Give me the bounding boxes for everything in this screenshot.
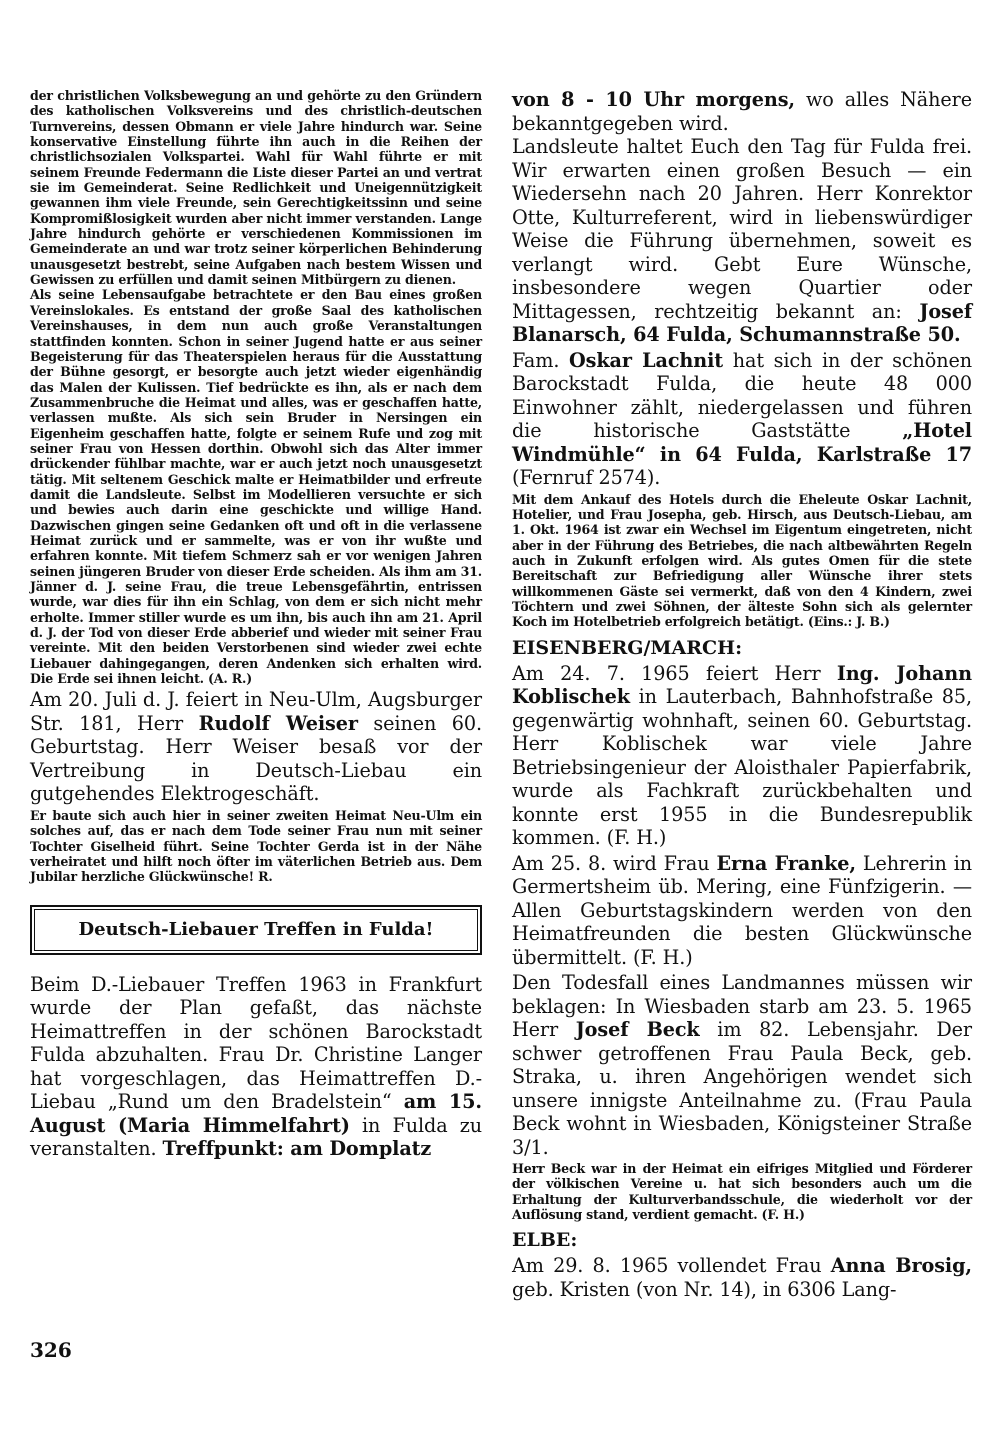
treffen-title-box [30, 905, 482, 955]
weiser-name: Rudolf Weiser [198, 711, 358, 735]
hotel-address: „Hotel Windmühle“ in 64 Fulda, Karlstraße 17 [512, 419, 972, 466]
lachnit-details: Mit dem Ankauf des Hotels durch die Eheleute Oskar Lachnit, Hotelier, und Frau Josepha, geb. Hirsch, aus Deutsch-Liebau, am 1. Okt. 1964 ist zwar ein Wechsel im Eigentum eingetreten, nicht aber in der Führung des Betriebes, die nach altbewährten Regeln auch in Zukunft erfolgen wird. Als gutes Omen für die stete Bereitschaft zur Befriedigung aller Wünsche ihrer stets willkommenen Gäste sei vermerkt, daß von den 4 Kindern, zwei Töchtern und zwei Söhnen, der älteste Sohn sich als gelernter Koch im Hotelbetrieb erfolgreich betätigt. (Eins.: J. B.) [512, 491, 972, 630]
koblischek-text-start: Am 24. 7. 1965 feiert Herr [512, 661, 837, 685]
right-column [512, 88, 972, 1301]
koblischek-text-end: in Lauterbach, Bahnhofstraße 85, gegenwärtig wohnhaft, seinen 60. Geburtstag. Herr Koblischek war viele Jahre Betriebsingenieur der Aloisthaler Papierfabrik, wurde als Fachkraft zurückbehalten und konnte erst 1955 in die Bundesrepublik kommen. (F. H.) [512, 685, 972, 850]
franke-announcement [512, 852, 972, 970]
lachnit-text-start: Fam. [512, 348, 570, 372]
brosig-text-end: geb. Kristen (von Nr. 14), in 6306 Lang- [512, 1277, 897, 1301]
brosig-announcement [512, 1254, 972, 1301]
landsleute-text: Landsleute haltet Euch den Tag für Fulda frei. Wir erwarten einen großen Besuch — ein Wiedersehn nach 20 Jahren. Herr Konrektor Otte, Kulturreferent, wird in liebenswürdiger Weise die Führung übernehmen, soweit es verlangt wird. Gebt Eure Wünsche, insbesondere wegen Quartier oder Mittagessen, rechtzeitig bekannt an: [512, 135, 972, 323]
franke-text-end: Lehrerin in Germertsheim üb. Mering, eine Fünfzigerin. — Allen Geburtstagskindern werden von den Heimatfreunden die besten Glückwünsche übermittelt. (F. H.) [512, 851, 972, 969]
lachnit-phone: (Fernruf 2574). [512, 466, 661, 489]
treffen-text-start: Beim D.-Liebauer Treffen 1963 in Frankfurt wurde der Plan gefaßt, das nächste Heimattreffen in der schönen Barockstadt Fulda abzuhalten. Frau Dr. Christine Langer hat vorgeschlagen, das Heimattreffen D.-Liebau „Rund um den Bradelstein“ [30, 972, 482, 1114]
section-heading-elbe: ELBE: [512, 1229, 578, 1252]
weiser-text-end: seinen 60. Geburtstag. Herr Weiser besaß vor der Vertreibung in Deutsch-Liebau ein gutgehendes Elektrogeschäft. [30, 711, 482, 806]
koblischek-announcement [512, 662, 972, 850]
beck-text-start: Den Todesfall eines Landmannes müssen wir beklagen: In Wiesbaden starb am 23. 5. 1965 Herr [512, 971, 972, 1042]
section-heading-eisenberg: EISENBERG/MARCH: [512, 636, 743, 659]
beck-details: Herr Beck war in der Heimat ein eifriges Mitglied und Förderer der völkischen Vereine u. hat sich besonders auch um die Erhaltung der Kulturverbandsschule, die wiederholt vor der Auflösung stand, verdient gemacht. (F. H.) [512, 1161, 972, 1223]
franke-name: Erna Franke, [716, 851, 856, 875]
contact-address: Josef Blanarsch, 64 Fulda, Schumannstraße 50. [512, 299, 972, 346]
beck-announcement [512, 971, 972, 1159]
left-column [30, 88, 482, 1161]
beck-text-end: im 82. Lebensjahr. Der schwer getroffenen Frau Paula Beck, geb. Straka, u. ihren Angehörigen wendet sich unsere innigste Anteilnahme zu. (Frau Paula Beck wohnt in Wiesbaden, Königsteiner Straße 3/1. [512, 1018, 972, 1159]
beck-name: Josef Beck [575, 1018, 700, 1042]
treffen-announcement [30, 973, 482, 1161]
weiser-announcement [30, 688, 482, 806]
lachnit-text-mid: hat sich in der schönen Barockstadt Fulda, die heute 48 000 Einwohner zählt, niedergelassen und führen die historische Gaststätte [512, 348, 972, 442]
brosig-text-start: Am 29. 8. 1965 vollendet Frau [512, 1254, 831, 1278]
obituary-paragraph-2: Als seine Lebensaufgabe betrachtete er den Bau eines großen Vereinslokales. Es entstand der große Saal des katholischen Vereinshauses, in dem nun auch große Veranstaltungen stattfinden konnten. Schon in seiner Jugend hatte er aus seiner Begeisterung für das Theaterspielen heraus für die Ausstattung der Bühne gesorgt, er besorgte auch jetzt wieder eigenhändig das Malen der Kulissen. Tief bedrückte es ihn, als er nach dem Zusammenbruche die Heimat und alles, was er geschaffen hatte, verlassen mußte. Als sich sein Bruder in Nersingen ein Eigenheim geschaffen hatte, folgte er seinem Rufe und zog mit seiner Frau von Hessen dorthin. Obwohl sich das Alter immer drückender fühlbar machte, war er auch jetzt noch unausgesetzt tätig. Mit seltenem Geschick malte er Heimatbilder und erfreute damit die Landsleute. Selbst im Modellieren versuchte er sich und bewies auch darin eine geschickte und willige Hand. Dazwischen gingen seine Gedanken oft und oft in die verlassene Heimat zurück und er sammelte, was er von ihr wußte und erfahren konnte. Mit tiefem Schmerz sah er vor wenigen Jahren seinen jüngeren Bruder von dieser Erde scheiden. Als ihm am 31. Jänner d. J. seine Frau, die treue Lebensgefährtin, entrissen wurde, war dies für ihn ein Schlag, von dem er sich nicht mehr erholte. Immer stiller wurde es um ihn, bis auch ihn am 21. April d. J. der Tod von dieser Erde abberief und wieder mit seiner Frau vereinte. Mit den beiden Verstorbenen sind wieder zwei echte Liebauer dahingegangen, deren Andenken sich erhalten wird. Die Erde sei ihnen leicht. (A. R.) [30, 287, 482, 687]
franke-text-start: Am 25. 8. wird Frau [512, 851, 717, 875]
page-number: 326 [30, 1338, 72, 1362]
treffen-continuation [512, 88, 972, 135]
koblischek-name: Ing. Johann Koblischek [512, 661, 972, 709]
treffen-meeting-point: Treffpunkt: am Domplatz [162, 1137, 432, 1161]
treffen-date: am 15. August (Maria Himmelfahrt) [30, 1090, 482, 1137]
weiser-text-start: Am 20. Juli d. J. feiert in Neu-Ulm, Augsburger Str. 181, Herr [30, 688, 482, 735]
weiser-details: Er baute sich auch hier in seiner zweiten Heimat Neu-Ulm ein solches auf, das er nach dem Tode seiner Frau nun mit seiner Tochter Giselheid führt. Seine Tochter Gerda ist in der Nähe verheiratet und hilft noch öfter im väterlichen Betrieb aus. Dem Jubilar herzliche Glückwünsche! R. [30, 807, 482, 885]
lachnit-name: Oskar Lachnit [569, 348, 724, 372]
treffen-continuation-text: wo alles Nähere bekanntgegeben wird. [512, 88, 972, 135]
lachnit-announcement [512, 349, 972, 490]
landsleute-paragraph [512, 135, 972, 347]
obituary-paragraph-1: der christlichen Volksbewegung an und gehörte zu den Gründern des katholischen Volksvereins und des christlich-deutschen Turnvereins, dessen Obmann er viele Jahre hindurch war. Seine konservative Einstellung führte ihn auch in die Reihen der christlichsozialen Volkspartei. Wahl für Wahl führte er mit seinem Freunde Federmann die Liste dieser Partei an und vertrat sie im Gemeinderat. Seine Redlichkeit und Uneigennützigkeit gewannen ihm viele Freunde, sein Gerechtigkeitssinn und seine Kompromißlosigkeit wurden aber nicht immer verstanden. Lange Jahre hindurch gehörte er verschiedenen Kommissionen im Gemeinderate an und war trotz seiner körperlichen Behinderung unausgesetzt bestrebt, seine Aufgaben nach bestem Wissen und Gewissen zu erfüllen und damit seinen Mitbürgern zu dienen. [30, 88, 482, 288]
treffen-text-mid: in Fulda zu veranstalten. [30, 1113, 482, 1161]
brosig-name: Anna Brosig, [830, 1254, 973, 1278]
treffen-time: von 8 - 10 Uhr morgens, [512, 88, 795, 111]
treffen-title: Deutsch-Liebauer Treffen in Fulda! [34, 909, 478, 951]
